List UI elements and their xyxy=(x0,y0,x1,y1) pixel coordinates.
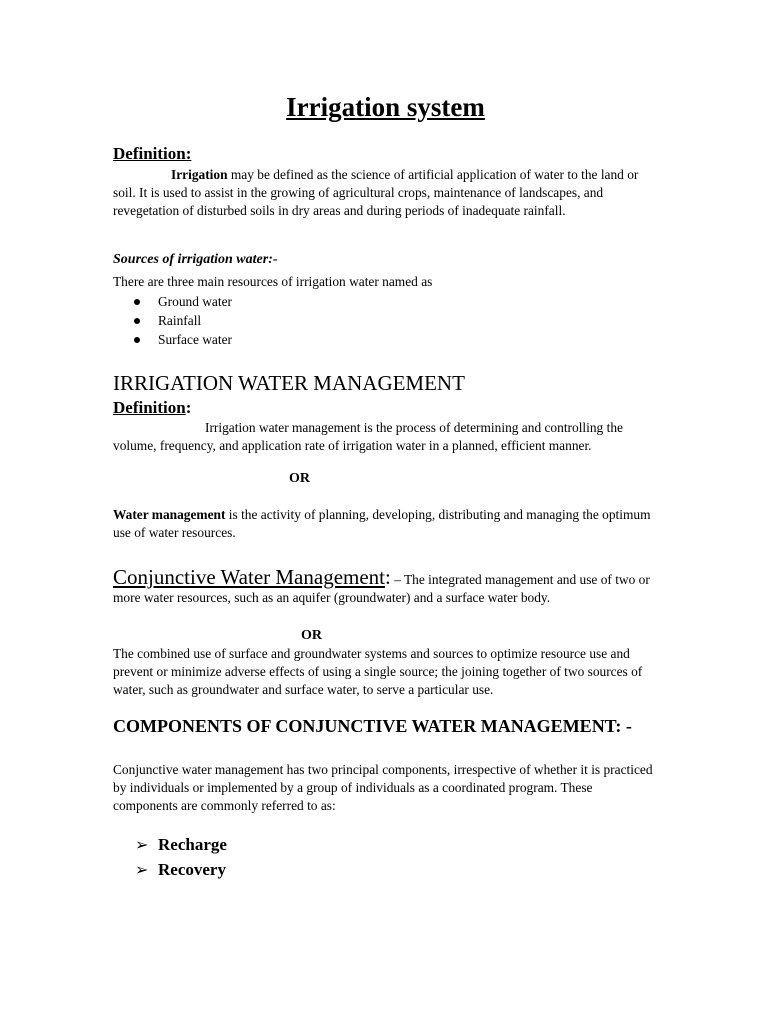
definition-heading: Definition: xyxy=(113,144,192,163)
water-management-term: Water management xyxy=(113,507,226,522)
bullet-icon xyxy=(134,318,140,324)
sources-intro: There are three main resources of irrigation water named as xyxy=(113,274,433,289)
arrow-bullet-icon: ➢ xyxy=(135,835,149,854)
or-separator-2: OR xyxy=(301,628,322,643)
components-text: Conjunctive water management has two principal components, irrespective of whether it is practiced by individuals or implemented by a group of individuals as a coordinated program. These components are commonly referred to as: xyxy=(113,762,653,813)
irrigation-definition xyxy=(113,166,658,220)
page-title: Irrigation system xyxy=(286,92,485,122)
iwm-heading: IRRIGATION WATER MANAGEMENT xyxy=(113,371,465,395)
list-item: Ground water xyxy=(113,292,232,311)
cwm-definition: Conjunctive Water Management: – The integrated management and use of two or more water resources, such as an aquifer (groundwater) and a surface water body. xyxy=(113,565,650,605)
bullet-icon xyxy=(134,299,140,305)
or-separator: OR xyxy=(289,471,310,486)
components-heading: COMPONENTS OF CONJUNCTIVE WATER MANAGEMENT: - xyxy=(113,716,632,736)
list-item: ➢ Recovery xyxy=(113,857,227,882)
iwm-definition-text: Irrigation water management is the process of determining and controlling the volume, frequency, and application rate of irrigation water in a planned, efficient manner. xyxy=(113,420,623,453)
cwm-definition-2: The combined use of surface and groundwater systems and sources to optimize resource use and prevent or minimize adverse effects of using a single source; the joining together of two sources of water, such as groundwater and surface water, to serve a particular use. xyxy=(113,646,643,697)
irrigation-definition-text: may be defined as the science of artificial application of water to the land or soil. It is used to assist in the growing of agricultural crops, maintenance of landscapes, and revegetation of disturbed soils in dry areas and during periods of inadequate rainfall. xyxy=(113,167,639,218)
list-item: Surface water xyxy=(113,330,232,349)
cwm-heading: Conjunctive Water Management xyxy=(113,565,386,589)
list-item: Rainfall xyxy=(113,311,232,330)
list-item: ➢ Recharge xyxy=(113,832,227,857)
bullet-icon xyxy=(134,337,140,343)
components-list xyxy=(113,832,227,882)
sources-heading: Sources of irrigation water:- xyxy=(113,252,278,267)
irrigation-term: Irrigation xyxy=(171,167,228,182)
sources-list xyxy=(113,292,232,349)
water-management-definition: Water management is the activity of planning, developing, distributing and managing the optimum use of water resources. xyxy=(113,507,651,540)
arrow-bullet-icon: ➢ xyxy=(135,860,149,879)
iwm-definition-heading: Definition: xyxy=(113,398,192,417)
